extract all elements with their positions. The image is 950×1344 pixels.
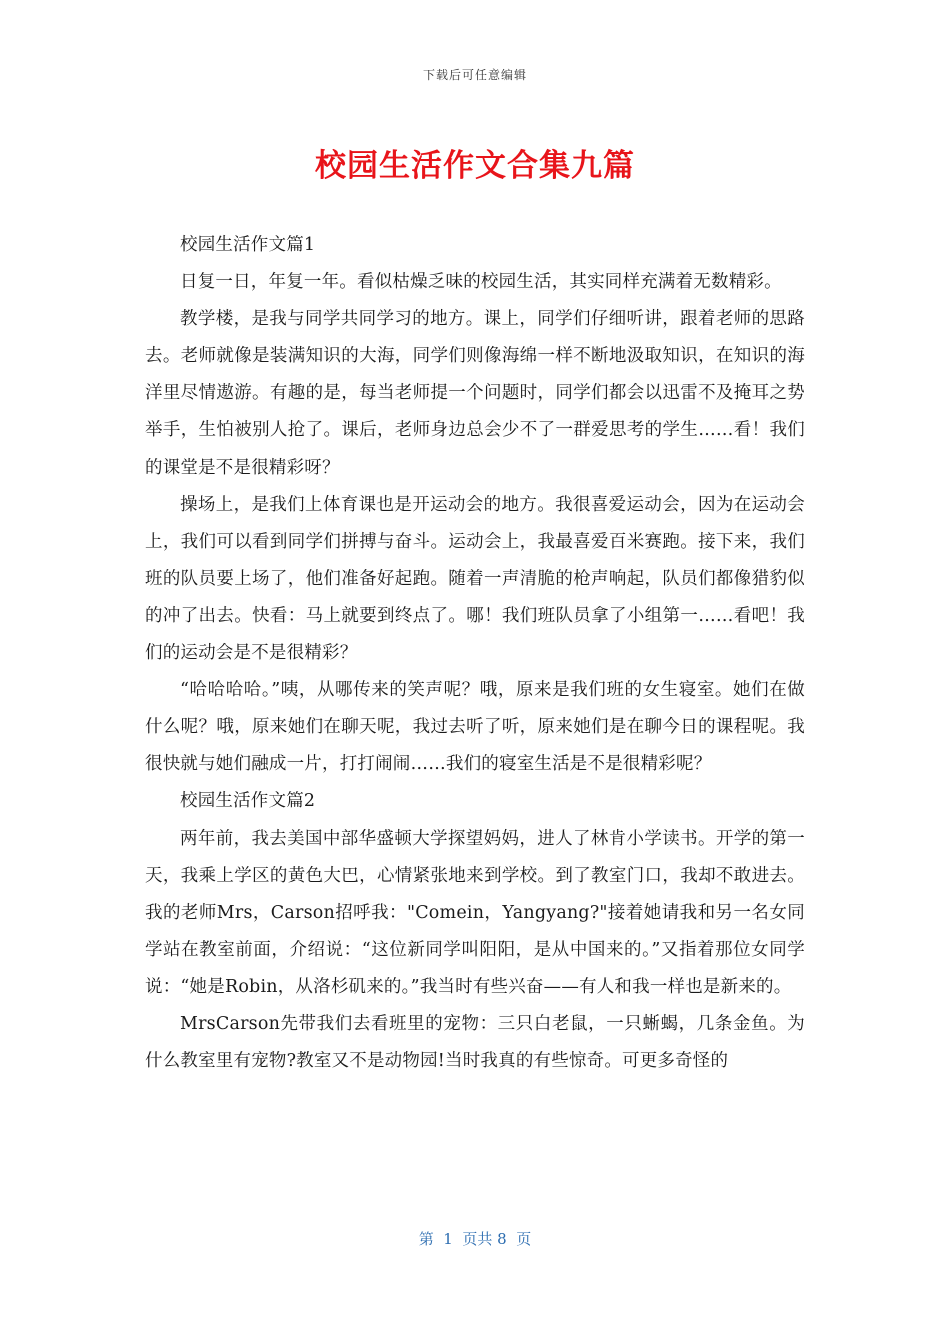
paragraph: “哈哈哈哈。”咦，从哪传来的笑声呢？哦，原来是我们班的女生寝室。她们在做什么呢？哦，原来她们在聊天呢，我过去听了听，原来她们是在聊今日的课程呢。我很快就与她们融成一片，打打闹闹……我们的寝室生活是不是很精彩呢？: [145, 680, 805, 775]
paragraph: 日复一日，年复一年。看似枯燥乏味的校园生活，其实同样充满着无数精彩。: [180, 272, 782, 293]
paragraph: 操场上，是我们上体育课也是开运动会的地方。我很喜爱运动会，因为在运动会上，我们可以看到同学们拼搏与奋斗。运动会上，我最喜爱百米赛跑。接下来，我们班的队员要上场了，他们准备好起跑。随着一声清脆的枪声响起，队员们都像猎豹似的冲了出去。快看：马上就要到终点了。哪！我们班队员拿了小组第一……看吧！我们的运动会是不是很精彩？: [145, 494, 805, 664]
section-heading-1: 校园生活作文篇1: [180, 235, 316, 255]
paragraph: 两年前，我去美国中部华盛顿大学探望妈妈，进人了林肯小学读书。开学的第一天，我乘上学区的黄色大巴，心情紧张地来到学校。到了教室门口，我却不敢进去。我的老师Mrs，Carson招呼我："Comein，Yangyang?"接着她请我和另一名女同学站在教室前面，介绍说：“这位新同学叫阳阳，是从中国来的。”又指着那位女同学说：“她是Robin，从洛杉矶来的。”我当时有些兴奋——有人和我一样也是新来的。: [145, 828, 805, 997]
paragraph: MrsCarson先带我们去看班里的宠物：三只白老鼠，一只蜥蝎，几条金鱼。为什么教室里有宠物?教室又不是动物园!当时我真的有些惊奇。可更多奇怪的: [145, 1013, 805, 1072]
paragraph: 教学楼，是我与同学共同学习的地方。课上，同学们仔细听讲，跟着老师的思路去。老师就像是装满知识的大海，同学们则像海绵一样不断地汲取知识，在知识的海洋里尽情遨游。有趣的是，每当老师提一个问题时，同学们都会以迅雷不及掩耳之势举手，生怕被别人抢了。课后，老师身边总会少不了一群爱思考的学生……看！我们的课堂是不是很精彩呀？: [145, 309, 805, 478]
document-title: 校园生活作文合集九篇: [315, 148, 635, 184]
section-heading-2: 校园生活作文篇2: [180, 791, 316, 812]
header-note: 下载后可任意编辑: [422, 68, 527, 82]
page-footer: 第 1 页共 8 页: [418, 1230, 532, 1248]
document-body: [145, 227, 805, 1080]
